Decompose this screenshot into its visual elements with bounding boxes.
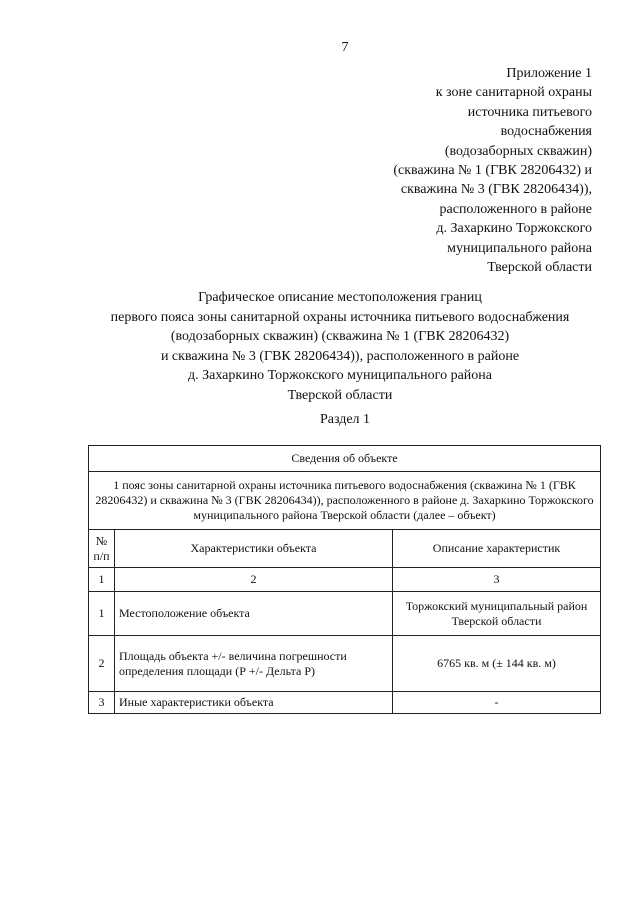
index-cell: 3 <box>393 568 601 592</box>
appendix-line: муниципального района <box>447 240 592 256</box>
header-characteristic: Характеристики объекта <box>115 530 393 568</box>
heading-line: и скважина № 3 (ГВК 28206434)), расположенного в районе <box>160 348 520 364</box>
appendix-line: д. Захаркино Торжокского <box>436 221 592 237</box>
document-heading <box>60 288 620 405</box>
section-title: Раздел 1 <box>319 412 371 427</box>
appendix-line: расположенного в районе <box>439 201 592 217</box>
table-row <box>89 636 601 692</box>
heading-line: Тверской области <box>287 387 393 403</box>
row-number: 1 <box>89 592 115 636</box>
row-description: 6765 кв. м (± 144 кв. м) <box>393 636 601 692</box>
row-description: Торжокский муниципальный район Тверской области <box>393 592 601 636</box>
object-description: 1 пояс зоны санитарной охраны источника питьевого водоснабжения (скважина № 1 (ГВК 28206432) и скважина № 3 (ГВК 28206434)), расположенного в районе д. Захаркино Торжокского муниципального района Тверской области (далее – объект) <box>89 472 601 530</box>
heading-line: д. Захаркино Торжокского муниципального района <box>188 368 492 383</box>
appendix-line: скважина № 3 (ГВК 28206434)), <box>400 182 592 198</box>
heading-line: Графическое описание местоположения границ <box>198 290 482 305</box>
appendix-line: к зоне санитарной охраны <box>435 85 592 101</box>
index-cell: 1 <box>89 568 115 592</box>
row-number: 3 <box>89 692 115 714</box>
row-characteristic: Иные характеристики объекта <box>115 692 393 714</box>
table-row <box>89 592 601 636</box>
appendix-line: источника питьевого <box>467 104 592 120</box>
appendix-line: (водозаборных скважин) <box>444 143 592 159</box>
appendix-line: (скважина № 1 (ГВК 28206432) и <box>393 163 592 179</box>
page-number: 7 <box>341 40 349 55</box>
heading-line: первого пояса зоны санитарной охраны источника питьевого водоснабжения <box>110 309 570 325</box>
object-info-table <box>88 445 601 714</box>
table-title: Сведения об объекте <box>89 446 601 472</box>
appendix-line: Тверской области <box>487 260 592 276</box>
heading-line: (водозаборных скважин) (скважина № 1 (ГВК 28206432) <box>170 329 510 344</box>
header-description: Описание характеристик <box>393 530 601 568</box>
row-characteristic: Площадь объекта +/- величина погрешности определения площади (Р +/- Дельта Р) <box>115 636 393 692</box>
table-row <box>89 692 601 714</box>
header-number: № п/п <box>89 530 115 568</box>
row-description: - <box>393 692 601 714</box>
appendix-line: водоснабжения <box>500 124 592 140</box>
appendix-line: Приложение 1 <box>506 66 592 81</box>
row-characteristic: Местоположение объекта <box>115 592 393 636</box>
appendix-block <box>292 64 592 277</box>
index-cell: 2 <box>115 568 393 592</box>
row-number: 2 <box>89 636 115 692</box>
